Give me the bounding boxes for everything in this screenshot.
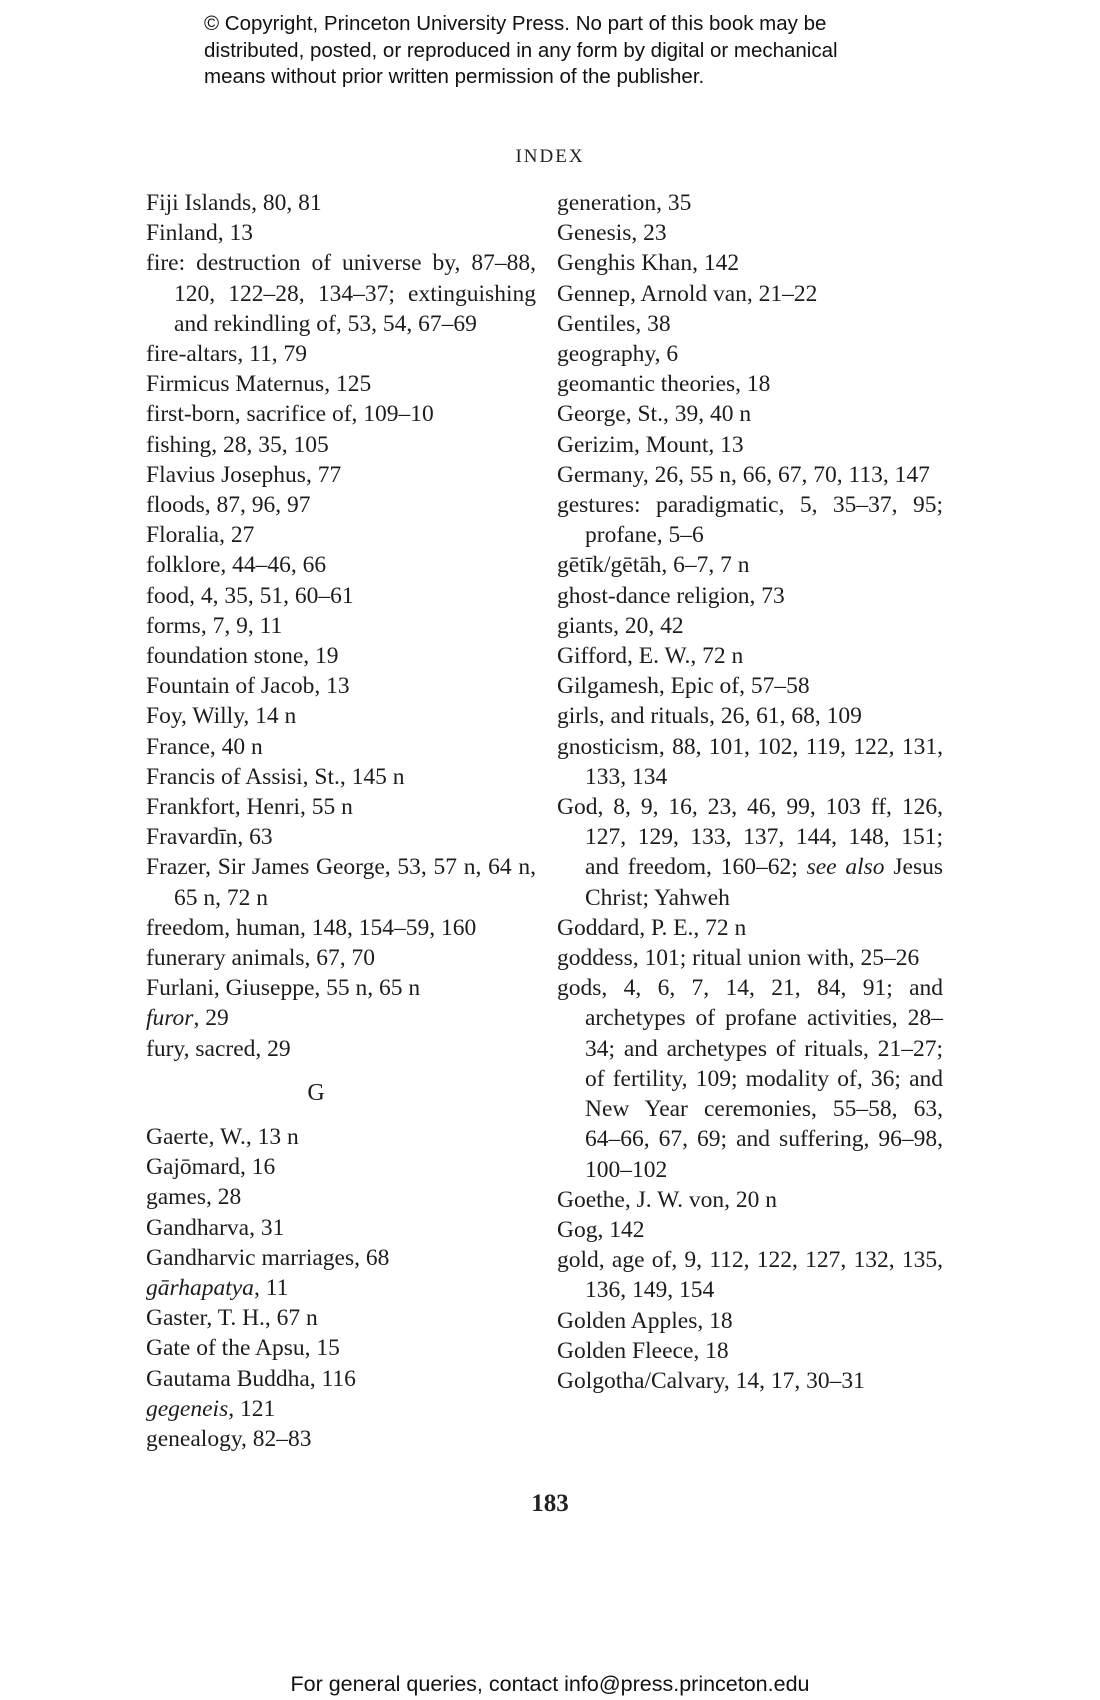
index-entry: George, St., 39, 40 n bbox=[557, 401, 752, 428]
index-entry: Gautama Buddha, 116 bbox=[146, 1365, 356, 1392]
italic-term: gegeneis bbox=[146, 1395, 229, 1422]
index-entry: Gifford, E. W., 72 n bbox=[557, 643, 744, 670]
index-column-right bbox=[557, 188, 943, 1396]
entry-text: Jesus Christ; Yahweh bbox=[585, 854, 943, 911]
index-entry: generation, 35 bbox=[557, 190, 692, 216]
index-entry: Golden Apples, 18 bbox=[557, 1307, 733, 1334]
entry-pages: , 29 bbox=[193, 1005, 229, 1032]
entry-text: God, 8, 9, 16, 23, 46, 99, 103 ff, 126, 127, 129, 133, 137, 144, 148, 151; and freedom, 160–62; bbox=[557, 794, 943, 881]
index-entry: forms, 7, 9, 11 bbox=[146, 612, 283, 639]
copyright-line: means without prior written permission of the publisher. bbox=[204, 65, 705, 88]
index-entry: Goethe, J. W. von, 20 n bbox=[557, 1186, 777, 1213]
index-entry: gold, age of, 9, 112, 122, 127, 132, 135, 136, 149, 154 bbox=[557, 1247, 943, 1304]
index-entry: Golden Fleece, 18 bbox=[557, 1337, 729, 1364]
index-entry: geomantic theories, 18 bbox=[557, 371, 771, 398]
index-entry: Germany, 26, 55 n, 66, 67, 70, 113, 147 bbox=[557, 461, 930, 488]
index-entry: floods, 87, 96, 97 bbox=[146, 492, 311, 519]
index-entry: Frazer, Sir James George, 53, 57 n, 64 n, 65 n, 72 n bbox=[146, 854, 536, 911]
index-column-left bbox=[146, 188, 536, 1454]
index-entry: Gog, 142 bbox=[557, 1216, 645, 1243]
page-heading: INDEX bbox=[515, 146, 585, 167]
index-entry: genealogy, 82–83 bbox=[146, 1425, 312, 1452]
index-entry: fishing, 28, 35, 105 bbox=[146, 431, 329, 458]
index-entry-furor bbox=[146, 1003, 536, 1033]
index-entry: Gerizim, Mount, 13 bbox=[557, 431, 744, 458]
index-entry: geography, 6 bbox=[557, 341, 679, 368]
index-entry: food, 4, 35, 51, 60–61 bbox=[146, 582, 354, 609]
index-entry: Goddard, P. E., 72 n bbox=[557, 914, 747, 941]
index-entry: fire: destruction of universe by, 87–88, 120, 122–28, 134–37; extinguishing and rekindling of, 53, 54, 67–69 bbox=[146, 250, 536, 337]
index-entry: folklore, 44–46, 66 bbox=[146, 552, 327, 579]
italic-term: gārhapatya bbox=[146, 1274, 254, 1301]
index-entry: Gentiles, 38 bbox=[557, 310, 671, 337]
index-entry: Finland, 13 bbox=[146, 220, 254, 247]
index-entry: Gaerte, W., 13 n bbox=[146, 1123, 299, 1150]
index-entry: Golgotha/Calvary, 14, 17, 30–31 bbox=[557, 1367, 865, 1394]
index-entry: Gate of the Apsu, 15 bbox=[146, 1335, 340, 1362]
index-entry: Genghis Khan, 142 bbox=[557, 250, 740, 277]
index-entry: funerary animals, 67, 70 bbox=[146, 945, 376, 972]
index-entry: first-born, sacrifice of, 109–10 bbox=[146, 401, 434, 428]
italic-term: furor bbox=[146, 1005, 194, 1032]
index-entry: gnosticism, 88, 101, 102, 119, 122, 131, 133, 134 bbox=[557, 733, 943, 790]
entry-pages: , 11 bbox=[253, 1274, 289, 1301]
index-entry: Gandharva, 31 bbox=[146, 1214, 285, 1241]
page-number: 183 bbox=[531, 1490, 569, 1517]
index-entry: Gilgamesh, Epic of, 57–58 bbox=[557, 673, 810, 700]
section-letter-g: G bbox=[307, 1079, 325, 1106]
index-entry: Gaster, T. H., 67 n bbox=[146, 1305, 318, 1332]
index-entry: Gennep, Arnold van, 21–22 bbox=[557, 280, 818, 307]
index-entry: foundation stone, 19 bbox=[146, 643, 339, 670]
footer-contact: For general queries, contact info@press.princeton.edu bbox=[290, 1672, 810, 1696]
index-entry: fury, sacred, 29 bbox=[146, 1035, 291, 1062]
index-entry: Foy, Willy, 14 n bbox=[146, 703, 297, 730]
index-entry: Furlani, Giuseppe, 55 n, 65 n bbox=[146, 975, 421, 1002]
index-entry: Fravardīn, 63 bbox=[146, 824, 273, 851]
index-entry: games, 28 bbox=[146, 1184, 242, 1211]
copyright-notice bbox=[204, 11, 964, 91]
index-entry: Fiji Islands, 80, 81 bbox=[146, 190, 322, 216]
index-entry-god bbox=[557, 792, 943, 913]
index-entry: fire-altars, 11, 79 bbox=[146, 341, 307, 368]
index-entry: Gandharvic marriages, 68 bbox=[146, 1244, 390, 1271]
index-entry: gētīk/gētāh, 6–7, 7 n bbox=[557, 552, 750, 579]
index-entry: goddess, 101; ritual union with, 25–26 bbox=[557, 945, 920, 972]
index-entry: Fountain of Jacob, 13 bbox=[146, 673, 350, 700]
index-entry: Gajōmard, 16 bbox=[146, 1154, 276, 1181]
index-entry: Frankfort, Henri, 55 n bbox=[146, 794, 353, 821]
entry-pages: , 121 bbox=[228, 1395, 276, 1422]
index-entry: Flavius Josephus, 77 bbox=[146, 461, 342, 488]
index-entry: gods, 4, 6, 7, 14, 21, 84, 91; and archetypes of profane activities, 28–34; and archetypes of rituals, 21–27; of fertility, 109; modality of, 36; and New Year ceremonies, 55–58, 63, 64–66, 67, 69; and suffering, 96–98, 100–102 bbox=[557, 975, 943, 1183]
index-entry: Firmicus Maternus, 125 bbox=[146, 371, 372, 398]
index-entry: Genesis, 23 bbox=[557, 220, 667, 247]
index-entry: Floralia, 27 bbox=[146, 522, 255, 549]
index-entry: giants, 20, 42 bbox=[557, 612, 684, 639]
index-entry: freedom, human, 148, 154–59, 160 bbox=[146, 914, 477, 941]
index-entry: France, 40 n bbox=[146, 733, 263, 760]
index-entry-garhapatya bbox=[146, 1273, 536, 1303]
italic-cross-reference: see also bbox=[806, 854, 885, 881]
index-entry-gegeneis bbox=[146, 1394, 536, 1424]
copyright-line: distributed, posted, or reproduced in any form by digital or mechanical bbox=[204, 38, 838, 62]
index-entry: gestures: paradigmatic, 5, 35–37, 95; profane, 5–6 bbox=[557, 492, 943, 549]
index-entry: Francis of Assisi, St., 145 n bbox=[146, 763, 405, 790]
copyright-line: © Copyright, Princeton University Press. No part of this book may be bbox=[204, 12, 827, 35]
index-entry: girls, and rituals, 26, 61, 68, 109 bbox=[557, 703, 862, 730]
index-entry: ghost-dance religion, 73 bbox=[557, 582, 785, 609]
